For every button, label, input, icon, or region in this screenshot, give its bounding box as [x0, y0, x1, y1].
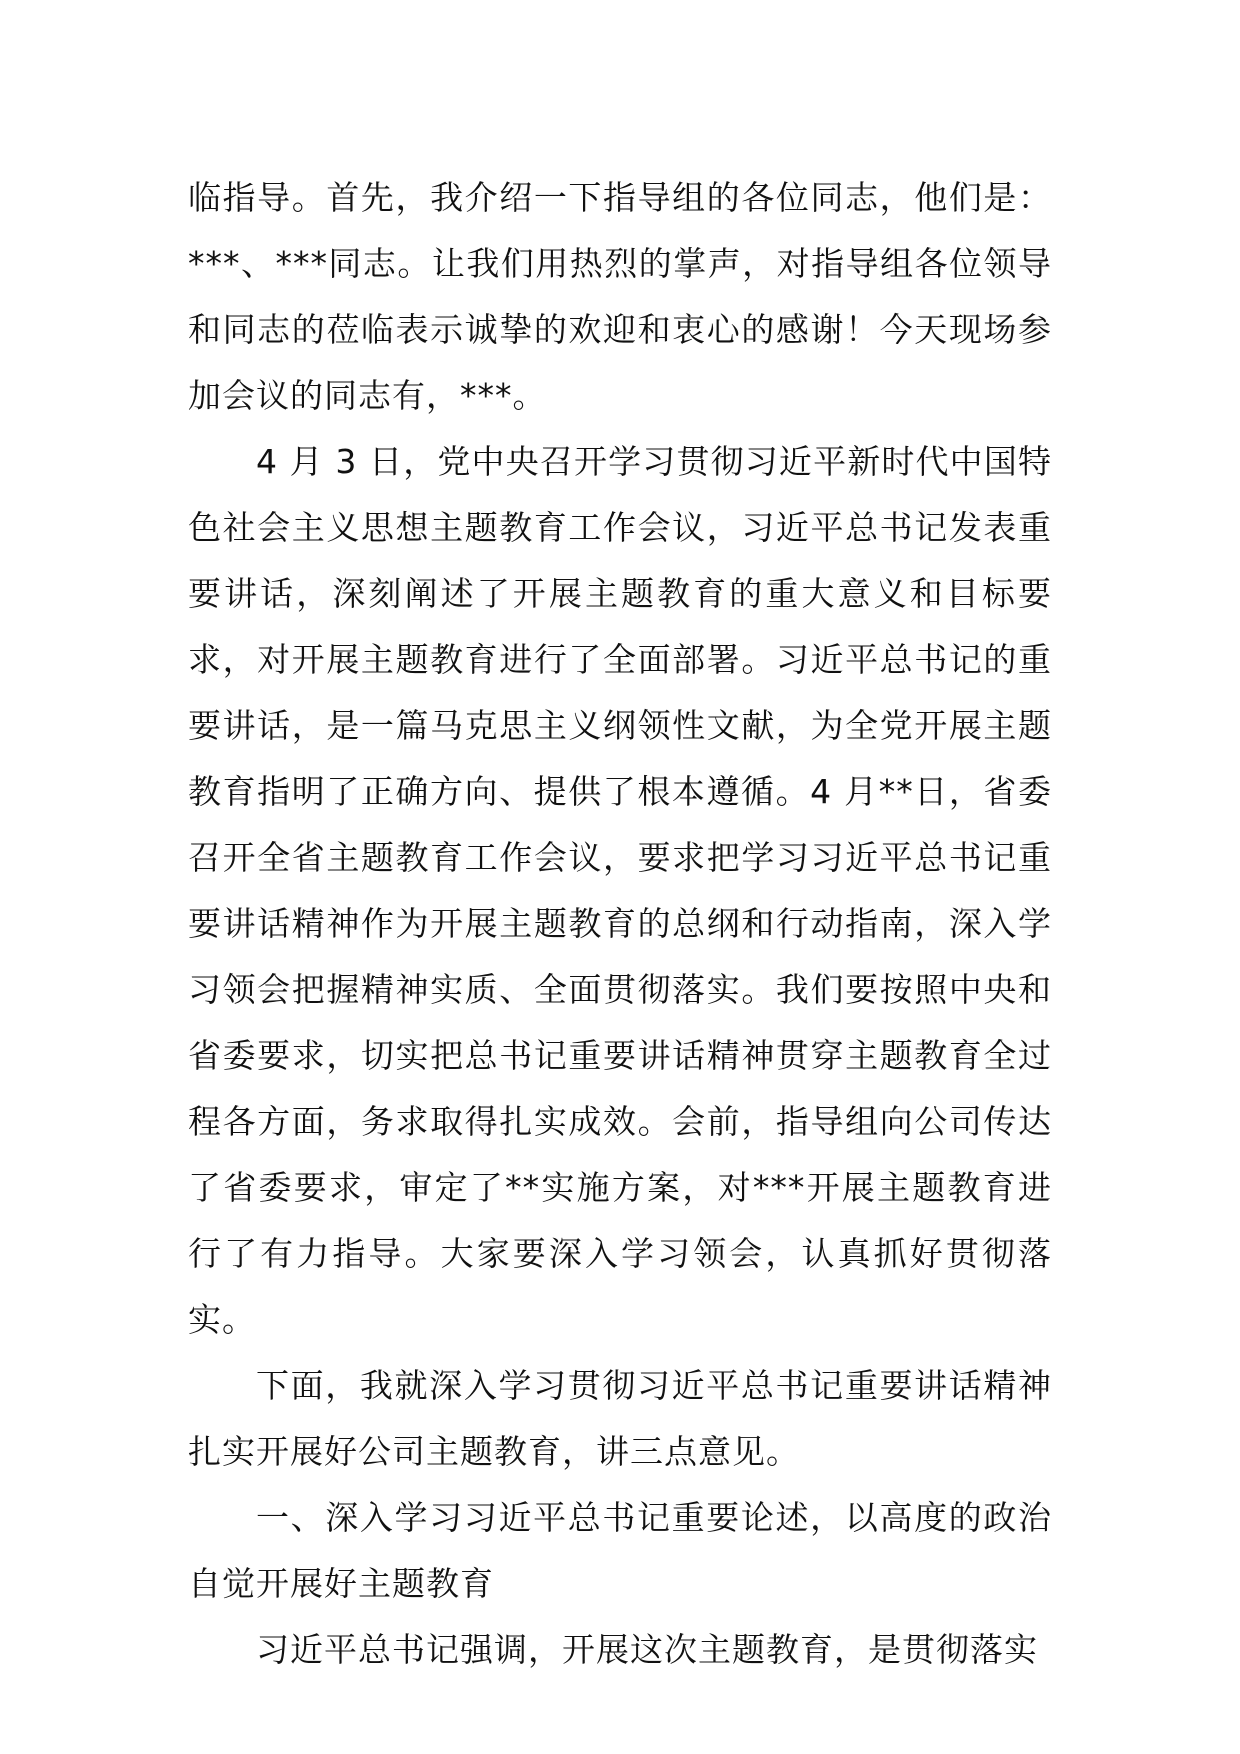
paragraph-opening: 临指导。首先，我介绍一下指导组的各位同志，他们是：***、***同志。让我们用热烈的掌声，对指导组各位领导和同志的莅临表示诚挚的欢迎和衷心的感谢！今天现场参加会议的同志有，***。 — [188, 178, 1052, 415]
paragraph-meeting-background: 4 月 3 日，党中央召开学习贯彻习近平新时代中国特色社会主义思想主题教育工作会议，习近平总书记发表重要讲话，深刻阐述了开展主题教育的重大意义和目标要求，对开展主题教育进行了全面部署。习近平总书记的重要讲话，是一篇马克思主义纲领性文献，为全党开展主题教育指明了正确方向、提供了根本遵循。4 月**日，省委召开全省主题教育工作会议，要求把学习习近平总书记重要讲话精神作为开展主题教育的总纲和行动指南，深入学习领会把握精神实质、全面贯彻落实。我们要按照中央和省委要求，切实把总书记重要讲话精神贯穿主题教育全过程各方面，务求取得扎实成效。会前，指导组向公司传达了省委要求，审定了**实施方案，对***开展主题教育进行了有力指导。大家要深入学习领会，认真抓好贯彻落实。 — [188, 442, 1052, 1339]
paragraph-transition: 下面，我就深入学习贯彻习近平总书记重要讲话精神扎实开展好公司主题教育，讲三点意见。 — [188, 1366, 1052, 1471]
paragraph-section-1-start: 习近平总书记强调，开展这次主题教育，是贯彻落实 — [256, 1630, 1038, 1669]
document-page — [188, 165, 1052, 1683]
section-heading-1: 一、深入学习习近平总书记重要论述，以高度的政治自觉开展好主题教育 — [188, 1498, 1052, 1603]
